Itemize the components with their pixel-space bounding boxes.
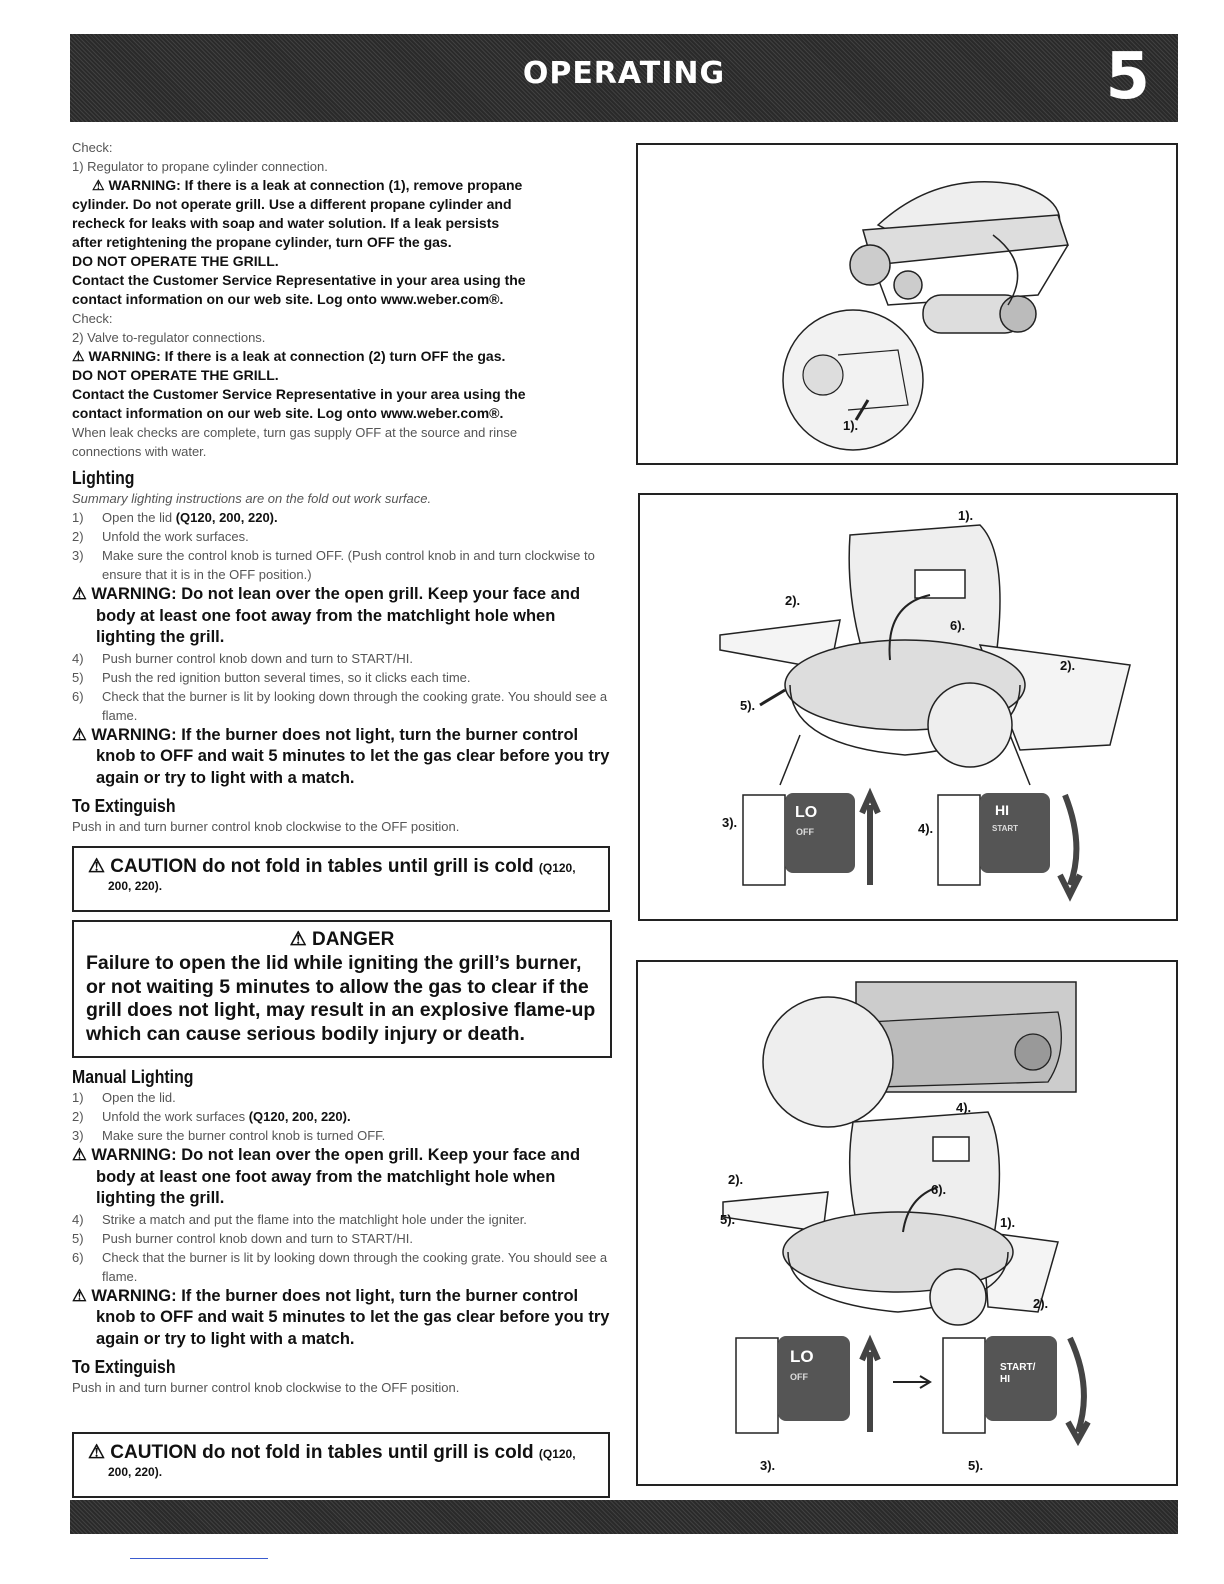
svg-text:START: START <box>992 824 1019 833</box>
extinguish-heading: To Extinguish <box>72 796 176 816</box>
grill-manual-illustration <box>638 962 1176 1484</box>
manual-step: 2) Unfold the work surfaces (Q120, 200, 220). <box>72 1109 351 1124</box>
match-detail-inset <box>763 997 893 1127</box>
callout-3: 3). <box>722 815 738 830</box>
callout-6: 6). <box>931 1182 947 1197</box>
extinguish-text: Push in and turn burner control knob clockwise to the OFF position. <box>72 819 460 834</box>
danger-heading: ⚠ DANGER <box>289 929 395 950</box>
check-item-1: 1) Regulator to propane cylinder connection. <box>72 159 328 174</box>
manual-lighting-figure <box>636 960 1178 1486</box>
manual-step: 5) Push burner control knob down and turn to START/HI. <box>72 1230 413 1246</box>
leak-check-section <box>72 138 612 836</box>
callout-2: 2). <box>728 1172 744 1187</box>
callout-2: 2). <box>785 593 801 608</box>
check-label: Check: <box>72 311 113 326</box>
manual-lighting-section <box>72 1066 612 1397</box>
callout-1: 1). <box>843 418 859 433</box>
lighting-step: 6) Check that the burner is lit by looking down through the cooking grate. You should see a flame. <box>72 688 608 723</box>
danger-box <box>72 920 612 1058</box>
manual-step: 6) Check that the burner is lit by looking down through the cooking grate. You should see a flame. <box>72 1249 608 1284</box>
manual-extinguish-heading: To Extinguish <box>72 1357 176 1377</box>
leak-warning-1: ⚠ WARNING: If there is a leak at connection (1), remove propane cylinder. Do not operate grill. Use a different propane cylinder and recheck for leaks with soap and water solution. If a leak persists after retightening the propane cylinder, turn OFF the gas. DO NOT OPERATE THE GRILL. Contact the Customer Service Representative in your area using the contact information on our web site. Log onto www.weber.com®. <box>72 177 526 307</box>
page-title: OPERATING <box>522 56 726 91</box>
caution-box: ⚠ CAUTION do not fold in tables until grill is cold (Q120, 200, 220). <box>72 1432 610 1498</box>
manual-warning-no-light: ⚠ WARNING: If the burner does not light, turn the burner control knob to OFF and wait 5 minutes to let the gas clear before you try again or try to light with a match. <box>72 1286 610 1348</box>
lighting-step: 3) Make sure the control knob is turned OFF. (Push control knob in and turn clockwise to ensure that it is in the OFF position.) <box>72 548 595 582</box>
callout-1: 1). <box>1000 1215 1016 1230</box>
callout-3: 3). <box>760 1458 776 1473</box>
grill-lighting-illustration <box>640 495 1176 919</box>
lighting-warning-lean: ⚠ WARNING: Do not lean over the open grill. Keep your face and body at least one foot away from the matchlight hole when lighting the grill. <box>72 585 581 646</box>
check-label: Check: <box>72 140 113 155</box>
svg-text:HI: HI <box>995 802 1009 818</box>
callout-1: 1). <box>958 508 974 523</box>
lighting-warning-no-light: ⚠ WARNING: If the burner does not light, turn the burner control knob to OFF and wait 5 minutes to let the gas clear before you try again or try to light with a match. <box>72 725 610 787</box>
grill-leak-illustration <box>638 145 1176 463</box>
manual-warning-lean: ⚠ WARNING: Do not lean over the open grill. Keep your face and body at least one foot away from the matchlight hole when lighting the grill. <box>72 1146 581 1207</box>
callout-5: 5). <box>720 1212 736 1227</box>
svg-text:HI: HI <box>1000 1374 1010 1385</box>
divider <box>130 1558 268 1559</box>
page-number: 5 <box>1105 40 1150 114</box>
callout-6: 6). <box>950 618 966 633</box>
svg-text:LO: LO <box>795 804 818 821</box>
footer-bar <box>70 1500 1178 1534</box>
knob-start-panel <box>943 1336 1088 1440</box>
callout-4: 4). <box>956 1100 972 1115</box>
callout-5: 5). <box>968 1458 984 1473</box>
arrow-icon <box>893 1376 930 1388</box>
knob-off-panel <box>736 1336 878 1433</box>
leak-check-figure <box>636 143 1178 465</box>
manual-step: 1) Open the lid. <box>72 1090 176 1105</box>
lighting-summary: Summary lighting instructions are on the fold out work surface. <box>72 491 432 506</box>
callout-4: 4). <box>918 821 934 836</box>
manual-step: 4) Strike a match and put the flame into the matchlight hole under the igniter. <box>72 1211 527 1227</box>
caution-box: ⚠ CAUTION do not fold in tables until grill is cold (Q120, 200, 220). <box>72 846 610 912</box>
lighting-heading: Lighting <box>72 468 135 488</box>
lighting-figure <box>638 493 1178 921</box>
callout-5: 5). <box>740 698 756 713</box>
manual-step: 3) Make sure the burner control knob is turned OFF. <box>72 1128 386 1143</box>
lighting-step: 5) Push the red ignition button several times, so it clicks each time. <box>72 669 471 685</box>
svg-text:OFF: OFF <box>796 827 814 837</box>
leak-warning-2: ⚠ WARNING: If there is a leak at connection (2) turn OFF the gas. DO NOT OPERATE THE GRILL. Contact the Customer Service Representative in your area using the contact information on our web site. Log onto www.weber.com®. <box>72 348 526 421</box>
svg-text:OFF: OFF <box>790 1372 808 1382</box>
leak-check-complete: When leak checks are complete, turn gas supply OFF at the source and rinse connections with water. <box>72 425 518 459</box>
callout-2: 2). <box>1033 1296 1049 1311</box>
manual-lighting-heading: Manual Lighting <box>72 1067 194 1087</box>
knob-off-panel <box>743 793 878 885</box>
knob-detail-inset <box>928 683 1012 767</box>
lighting-step: 1) Open the lid (Q120, 200, 220). <box>72 510 278 525</box>
callout-2: 2). <box>1060 658 1076 673</box>
section-banner <box>70 34 1178 122</box>
danger-text: Failure to open the lid while igniting the grill’s burner, or not waiting 5 minutes to allow the gas to clear if the grill does not light, may result in an explosive flame-up which can cause serious bodily injury or death. <box>86 952 596 1045</box>
knob-start-panel <box>938 793 1080 895</box>
manual-extinguish-text: Push in and turn burner control knob clockwise to the OFF position. <box>72 1380 460 1395</box>
lighting-step: 4) Push burner control knob down and turn to START/HI. <box>72 650 413 666</box>
check-item-2: 2) Valve to-regulator connections. <box>72 330 266 345</box>
svg-text:LO: LO <box>790 1347 814 1366</box>
svg-text:START/: START/ <box>1000 1362 1036 1373</box>
lighting-step: 2) Unfold the work surfaces. <box>72 529 249 544</box>
